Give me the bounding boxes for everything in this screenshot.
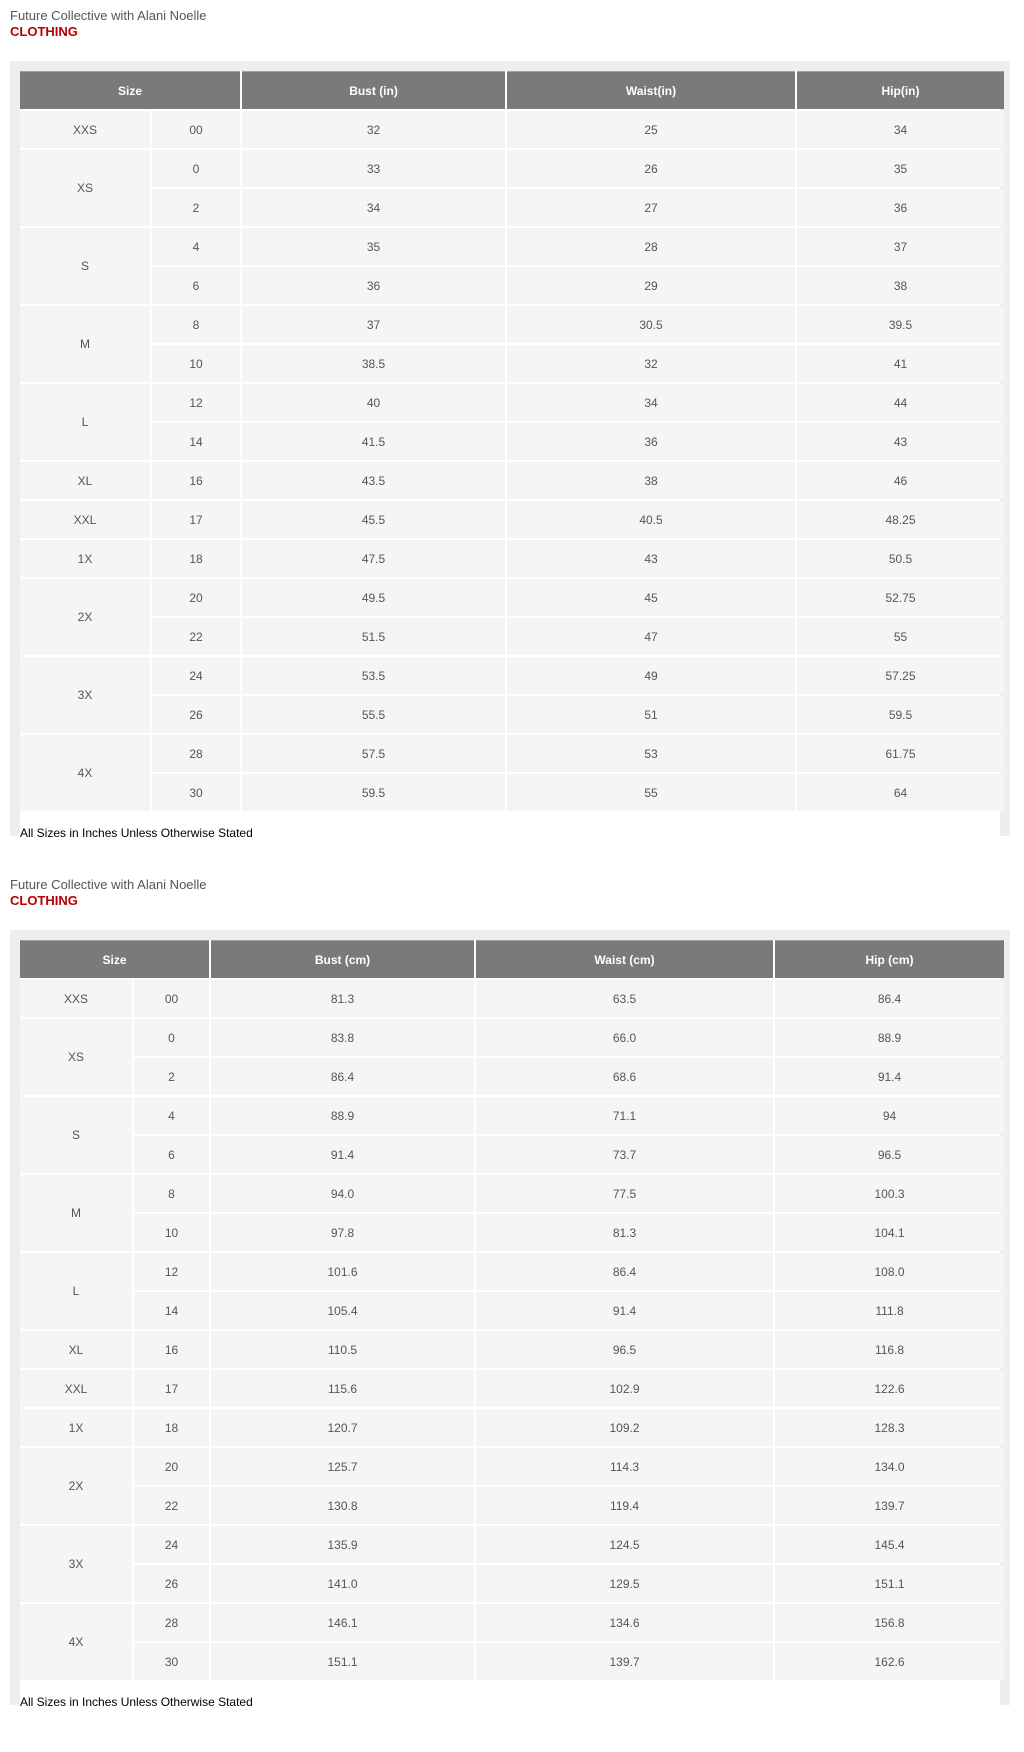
measurement-cell: 129.5 [476,1565,773,1602]
measurement-cell: 37 [242,306,505,343]
size-number-cell: 4 [152,228,240,265]
size-label-cell: 4X [20,735,150,811]
size-chart-table [18,69,1006,813]
measurement-cell: 36 [242,267,505,304]
category-title: CLOTHING [10,893,78,908]
size-chart-inner [20,71,1000,853]
header-row [20,71,1004,109]
measurement-cell: 141.0 [211,1565,474,1602]
measurement-cell: 36 [797,189,1004,226]
table-row [20,1409,1004,1446]
measurement-cell: 30.5 [507,306,795,343]
size-label-cell: XXS [20,111,150,148]
measurement-cell: 40 [242,384,505,421]
measurement-cell: 25 [507,111,795,148]
measurement-cell: 35 [797,150,1004,187]
measurement-cell: 86.4 [476,1253,773,1290]
size-label-cell: XXL [20,501,150,538]
table-row [20,980,1004,1017]
size-number-cell: 8 [152,306,240,343]
measurement-cell: 38 [507,462,795,499]
measurement-cell: 61.75 [797,735,1004,772]
table-row [20,267,1004,304]
measurement-cell: 55 [797,618,1004,655]
measurement-cell: 139.7 [775,1487,1004,1524]
footnote: All Sizes in Inches Unless Otherwise Stated [20,826,253,840]
measurement-cell: 41.5 [242,423,505,460]
measurement-cell: 43 [507,540,795,577]
size-label-cell: 4X [20,1604,132,1680]
size-number-cell: 18 [152,540,240,577]
measurement-cell: 162.6 [775,1643,1004,1680]
size-label-cell: 2X [20,579,150,655]
size-number-cell: 4 [134,1097,209,1134]
measurement-cell: 66.0 [476,1019,773,1056]
measurement-cell: 51 [507,696,795,733]
measurement-cell: 38.5 [242,345,505,382]
size-number-cell: 00 [152,111,240,148]
measurement-cell: 63.5 [476,980,773,1017]
size-number-cell: 17 [134,1370,209,1407]
table-row [20,1097,1004,1134]
measurement-cell: 44 [797,384,1004,421]
table-row [20,423,1004,460]
measurement-cell: 151.1 [211,1643,474,1680]
column-header: Hip (cm) [775,940,1004,978]
size-label-cell: S [20,228,150,304]
measurement-cell: 53.5 [242,657,505,694]
table-row [20,228,1004,265]
table-row [20,1019,1004,1056]
size-label-cell: 3X [20,657,150,733]
measurement-cell: 135.9 [211,1526,474,1563]
measurement-cell: 128.3 [775,1409,1004,1446]
measurement-cell: 102.9 [476,1370,773,1407]
table-row [20,579,1004,616]
measurement-cell: 26 [507,150,795,187]
size-number-cell: 22 [152,618,240,655]
size-number-cell: 00 [134,980,209,1017]
size-label-cell: L [20,384,150,460]
size-chart-panel [10,61,1010,840]
size-chart-table [18,938,1006,1682]
size-number-cell: 2 [134,1058,209,1095]
table-row [20,384,1004,421]
size-number-cell: 30 [134,1643,209,1680]
size-number-cell: 16 [152,462,240,499]
column-header: Size [20,940,209,978]
table-row [20,1565,1004,1602]
header-row [20,940,1004,978]
size-label-cell: L [20,1253,132,1329]
measurement-cell: 101.6 [211,1253,474,1290]
measurement-cell: 130.8 [211,1487,474,1524]
table-row [20,1643,1004,1680]
size-chart-panel [10,930,1010,1709]
measurement-cell: 111.8 [775,1292,1004,1329]
measurement-cell: 51.5 [242,618,505,655]
table-row [20,1331,1004,1368]
measurement-cell: 57.25 [797,657,1004,694]
table-row [20,1292,1004,1329]
measurement-cell: 57.5 [242,735,505,772]
measurement-cell: 94 [775,1097,1004,1134]
size-number-cell: 24 [152,657,240,694]
measurement-cell: 120.7 [211,1409,474,1446]
measurement-cell: 43 [797,423,1004,460]
measurement-cell: 45 [507,579,795,616]
measurement-cell: 86.4 [775,980,1004,1017]
table-row [20,462,1004,499]
table-row [20,1370,1004,1407]
table-row [20,1526,1004,1563]
size-number-cell: 26 [152,696,240,733]
size-label-cell: 2X [20,1448,132,1524]
measurement-cell: 139.7 [476,1643,773,1680]
size-number-cell: 17 [152,501,240,538]
measurement-cell: 146.1 [211,1604,474,1641]
measurement-cell: 50.5 [797,540,1004,577]
measurement-cell: 96.5 [775,1136,1004,1173]
size-label-cell: M [20,1175,132,1251]
measurement-cell: 59.5 [242,774,505,811]
measurement-cell: 52.75 [797,579,1004,616]
measurement-cell: 29 [507,267,795,304]
size-number-cell: 28 [134,1604,209,1641]
measurement-cell: 45.5 [242,501,505,538]
brand-title: Future Collective with Alani Noelle [10,877,207,892]
size-number-cell: 30 [152,774,240,811]
column-header: Waist (cm) [476,940,773,978]
table-row [20,501,1004,538]
table-row [20,1604,1004,1641]
measurement-cell: 122.6 [775,1370,1004,1407]
table-row [20,345,1004,382]
measurement-cell: 96.5 [476,1331,773,1368]
size-label-cell: XS [20,150,150,226]
table-row [20,657,1004,694]
size-number-cell: 20 [134,1448,209,1485]
size-number-cell: 18 [134,1409,209,1446]
category-title: CLOTHING [10,24,78,39]
table-row [20,1448,1004,1485]
measurement-cell: 32 [242,111,505,148]
measurement-cell: 37 [797,228,1004,265]
table-row [20,189,1004,226]
size-label-cell: M [20,306,150,382]
measurement-cell: 125.7 [211,1448,474,1485]
measurement-cell: 46 [797,462,1004,499]
measurement-cell: 35 [242,228,505,265]
table-row [20,111,1004,148]
size-number-cell: 20 [152,579,240,616]
table-row [20,306,1004,343]
measurement-cell: 110.5 [211,1331,474,1368]
measurement-cell: 34 [242,189,505,226]
size-number-cell: 24 [134,1526,209,1563]
size-number-cell: 16 [134,1331,209,1368]
size-label-cell: 3X [20,1526,132,1602]
column-header: Bust (in) [242,71,505,109]
size-number-cell: 2 [152,189,240,226]
measurement-cell: 64 [797,774,1004,811]
measurement-cell: 38 [797,267,1004,304]
measurement-cell: 145.4 [775,1526,1004,1563]
measurement-cell: 151.1 [775,1565,1004,1602]
column-header: Waist(in) [507,71,795,109]
table-row [20,618,1004,655]
measurement-cell: 47 [507,618,795,655]
size-number-cell: 6 [134,1136,209,1173]
measurement-cell: 94.0 [211,1175,474,1212]
measurement-cell: 43.5 [242,462,505,499]
size-chart-inner [20,940,1000,1722]
table-row [20,1136,1004,1173]
measurement-cell: 68.6 [476,1058,773,1095]
measurement-cell: 55 [507,774,795,811]
measurement-cell: 115.6 [211,1370,474,1407]
measurement-cell: 100.3 [775,1175,1004,1212]
size-number-cell: 14 [134,1292,209,1329]
measurement-cell: 73.7 [476,1136,773,1173]
size-number-cell: 12 [152,384,240,421]
size-number-cell: 10 [152,345,240,382]
measurement-cell: 34 [507,384,795,421]
table-row [20,1058,1004,1095]
table-row [20,735,1004,772]
measurement-cell: 91.4 [211,1136,474,1173]
size-label-cell: XL [20,462,150,499]
measurement-cell: 134.0 [775,1448,1004,1485]
measurement-cell: 81.3 [476,1214,773,1251]
table-row [20,540,1004,577]
size-chart-section-inches [10,8,1010,840]
size-number-cell: 28 [152,735,240,772]
measurement-cell: 28 [507,228,795,265]
measurement-cell: 59.5 [797,696,1004,733]
measurement-cell: 36 [507,423,795,460]
measurement-cell: 47.5 [242,540,505,577]
measurement-cell: 83.8 [211,1019,474,1056]
measurement-cell: 41 [797,345,1004,382]
measurement-cell: 55.5 [242,696,505,733]
measurement-cell: 32 [507,345,795,382]
size-number-cell: 22 [134,1487,209,1524]
size-number-cell: 26 [134,1565,209,1602]
measurement-cell: 34 [797,111,1004,148]
size-label-cell: 1X [20,1409,132,1446]
size-chart-section-cm [10,877,1010,1709]
size-number-cell: 10 [134,1214,209,1251]
measurement-cell: 88.9 [211,1097,474,1134]
size-label-cell: XXS [20,980,132,1017]
measurement-cell: 124.5 [476,1526,773,1563]
table-row [20,1487,1004,1524]
size-label-cell: S [20,1097,132,1173]
measurement-cell: 91.4 [476,1292,773,1329]
column-header: Bust (cm) [211,940,474,978]
size-number-cell: 6 [152,267,240,304]
measurement-cell: 91.4 [775,1058,1004,1095]
measurement-cell: 134.6 [476,1604,773,1641]
table-row [20,1253,1004,1290]
table-row [20,1175,1004,1212]
measurement-cell: 39.5 [797,306,1004,343]
size-label-cell: 1X [20,540,150,577]
measurement-cell: 105.4 [211,1292,474,1329]
table-row [20,1214,1004,1251]
measurement-cell: 104.1 [775,1214,1004,1251]
measurement-cell: 49 [507,657,795,694]
measurement-cell: 71.1 [476,1097,773,1134]
table-row [20,150,1004,187]
measurement-cell: 49.5 [242,579,505,616]
size-label-cell: XS [20,1019,132,1095]
size-number-cell: 0 [134,1019,209,1056]
measurement-cell: 77.5 [476,1175,773,1212]
measurement-cell: 86.4 [211,1058,474,1095]
measurement-cell: 81.3 [211,980,474,1017]
measurement-cell: 109.2 [476,1409,773,1446]
brand-title: Future Collective with Alani Noelle [10,8,207,23]
measurement-cell: 108.0 [775,1253,1004,1290]
measurement-cell: 53 [507,735,795,772]
size-number-cell: 12 [134,1253,209,1290]
column-header: Size [20,71,240,109]
measurement-cell: 114.3 [476,1448,773,1485]
column-header: Hip(in) [797,71,1004,109]
footnote: All Sizes in Inches Unless Otherwise Stated [20,1695,253,1709]
size-label-cell: XL [20,1331,132,1368]
measurement-cell: 97.8 [211,1214,474,1251]
measurement-cell: 27 [507,189,795,226]
measurement-cell: 156.8 [775,1604,1004,1641]
measurement-cell: 33 [242,150,505,187]
size-number-cell: 8 [134,1175,209,1212]
size-label-cell: XXL [20,1370,132,1407]
measurement-cell: 40.5 [507,501,795,538]
table-row [20,696,1004,733]
table-row [20,774,1004,811]
size-number-cell: 0 [152,150,240,187]
measurement-cell: 116.8 [775,1331,1004,1368]
size-number-cell: 14 [152,423,240,460]
measurement-cell: 119.4 [476,1487,773,1524]
measurement-cell: 48.25 [797,501,1004,538]
measurement-cell: 88.9 [775,1019,1004,1056]
